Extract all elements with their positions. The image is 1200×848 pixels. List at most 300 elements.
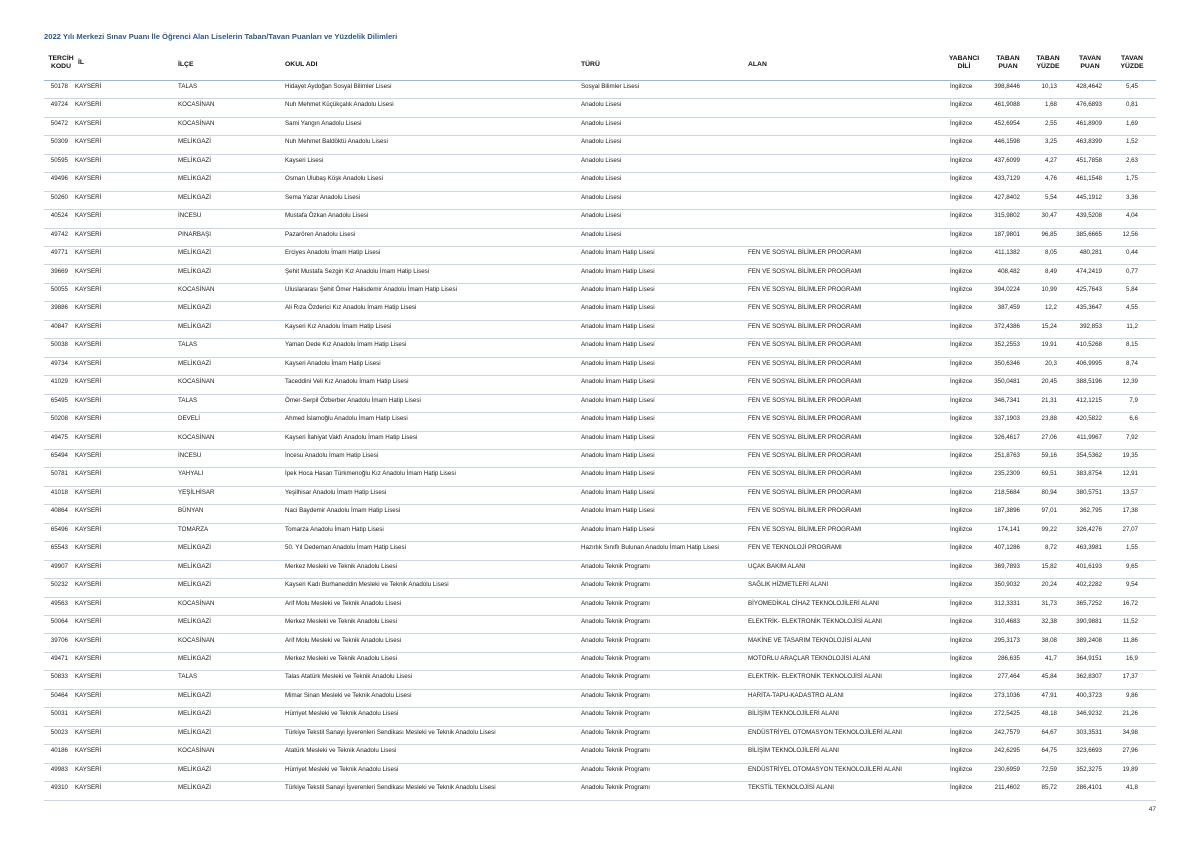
cell-yabanci-dili: İngilizce (950, 544, 973, 552)
cell-il: KAYSERİ (75, 378, 102, 386)
cell-taban-puan: 310,4683 (994, 618, 1020, 626)
cell-turu: Anadolu İmam Hatip Lisesi (581, 285, 655, 293)
cell-il: KAYSERİ (75, 138, 102, 146)
cell-ilce: YEŞİLHİSAR (178, 488, 215, 496)
cell-ilce: MELİKGAZİ (178, 765, 212, 773)
cell-turu: Anadolu Lisesi (581, 101, 622, 109)
cell-ilce: KOCASİNAN (178, 599, 215, 607)
cell-tavan-yuzde: 4,55 (1125, 304, 1138, 312)
cell-tavan-puan: 352,3275 (1076, 765, 1102, 773)
cell-tavan-puan: 401,6193 (1076, 562, 1102, 570)
cell-tercih-kodu: 49563 (50, 599, 68, 607)
cell-tercih-kodu: 50208 (50, 415, 68, 423)
cell-alan: MAKİNE VE TASARIM TEKNOLOJİSİ ALANI (748, 636, 872, 644)
cell-tavan-puan: 451,7858 (1076, 156, 1102, 164)
cell-taban-puan: 352,2553 (994, 341, 1020, 349)
cell-okul-adi: Sami Yangın Anadolu Lisesi (285, 119, 362, 127)
cell-il: KAYSERİ (75, 322, 102, 330)
cell-tercih-kodu: 49724 (50, 101, 68, 109)
cell-ilce: DEVELİ (178, 415, 201, 423)
cell-turu: Anadolu İmam Hatip Lisesi (581, 267, 655, 275)
cell-ilce: MELİKGAZİ (178, 691, 212, 699)
cell-turu: Anadolu Lisesi (581, 119, 622, 127)
cell-tercih-kodu: 39706 (50, 636, 68, 644)
cell-tavan-puan: 474,2419 (1076, 267, 1102, 275)
cell-taban-yuzde: 59,16 (1041, 452, 1057, 459)
cell-tercih-kodu: 50260 (50, 193, 68, 201)
table-row (0, 690, 1200, 708)
cell-il: KAYSERİ (75, 175, 102, 183)
cell-tercih-kodu: 41029 (50, 378, 68, 386)
cell-taban-yuzde: 10,13 (1041, 83, 1057, 90)
cell-okul-adi: Mustafa Özkan Anadolu Lisesi (285, 212, 369, 220)
cell-yabanci-dili: İngilizce (950, 452, 973, 459)
table-row (0, 432, 1200, 450)
cell-okul-adi: Talas Atatürk Mesleki ve Teknik Anadolu Lisesi (285, 673, 413, 681)
cell-il: KAYSERİ (75, 728, 102, 736)
cell-yabanci-dili: İngilizce (950, 784, 973, 792)
header-tavan-puan: TAVAN PUAN (1079, 55, 1101, 70)
cell-turu: Anadolu Lisesi (581, 193, 622, 201)
cell-yabanci-dili: İngilizce (950, 433, 973, 441)
cell-il: KAYSERİ (75, 285, 102, 293)
cell-ilce: MELİKGAZİ (178, 304, 212, 312)
cell-ilce: TALAS (178, 673, 198, 681)
cell-il: KAYSERİ (75, 83, 102, 90)
cell-tavan-yuzde: 7,92 (1125, 433, 1138, 441)
cell-tavan-puan: 400,3723 (1076, 691, 1102, 699)
cell-yabanci-dili: İngilizce (950, 691, 973, 699)
cell-yabanci-dili: İngilizce (950, 138, 973, 146)
cell-yabanci-dili: İngilizce (950, 747, 973, 755)
cell-turu: Anadolu İmam Hatip Lisesi (581, 415, 655, 423)
cell-turu: Anadolu İmam Hatip Lisesi (581, 470, 655, 478)
cell-il: KAYSERİ (75, 359, 102, 367)
table-row (0, 450, 1200, 468)
cell-yabanci-dili: İngilizce (950, 193, 973, 201)
cell-tavan-yuzde: 0,77 (1125, 267, 1138, 275)
cell-alan: FEN VE SOSYAL BİLİMLER PROGRAMI (748, 304, 862, 312)
cell-tavan-puan: 383,8754 (1076, 470, 1102, 478)
cell-ilce: MELİKGAZİ (178, 544, 212, 552)
cell-okul-adi: Türkiye Tekstil Sanayi İşverenleri Sendikası Mesleki ve Teknik Anadolu Lisesi (285, 784, 496, 792)
table-row (0, 339, 1200, 357)
table-row (0, 764, 1200, 782)
header-tercih-kodu: TERCİH KODU (48, 55, 74, 70)
cell-yabanci-dili: İngilizce (950, 304, 973, 312)
cell-tavan-yuzde: 9,86 (1125, 691, 1138, 699)
cell-taban-puan: 242,6295 (994, 747, 1020, 755)
cell-il: KAYSERİ (75, 654, 102, 662)
cell-turu: Anadolu İmam Hatip Lisesi (581, 525, 655, 533)
cell-ilce: TALAS (178, 396, 198, 404)
cell-alan: SAĞLIK HİZMETLERİ ALANI (748, 581, 829, 589)
cell-yabanci-dili: İngilizce (950, 618, 973, 626)
cell-yabanci-dili: İngilizce (950, 470, 973, 478)
cell-tercih-kodu: 49983 (50, 765, 68, 773)
cell-taban-yuzde: 41,7 (1044, 654, 1057, 662)
cell-okul-adi: Merkez Mesleki ve Teknik Anadolu Lisesi (285, 618, 397, 626)
cell-taban-yuzde: 21,31 (1041, 396, 1057, 404)
cell-ilce: KOCASİNAN (178, 119, 215, 127)
cell-okul-adi: Osman Ulubaş Köşk Anadolu Lisesi (285, 175, 384, 183)
cell-tavan-puan: 461,1548 (1076, 175, 1102, 183)
cell-taban-yuzde: 2,55 (1044, 119, 1057, 127)
cell-ilce: MELİKGAZİ (178, 138, 212, 146)
cell-tavan-puan: 362,8307 (1076, 673, 1102, 681)
cell-alan: ENDÜSTRİYEL OTOMASYON TEKNOLOJİLERİ ALANI (748, 728, 902, 736)
cell-tavan-yuzde: 2,63 (1125, 156, 1138, 164)
cell-tercih-kodu: 50031 (50, 710, 68, 718)
table-row (0, 598, 1200, 616)
cell-tercih-kodu: 50064 (50, 618, 68, 626)
cell-okul-adi: Merkez Mesleki ve Teknik Anadolu Lisesi (285, 654, 397, 662)
table-row (0, 99, 1200, 117)
cell-okul-adi: Arif Molu Mesleki ve Teknik Anadolu Lisesi (285, 599, 402, 607)
cell-yabanci-dili: İngilizce (950, 83, 973, 90)
cell-tavan-puan: 439,5208 (1076, 212, 1102, 220)
cell-yabanci-dili: İngilizce (950, 765, 973, 773)
cell-tercih-kodu: 50595 (50, 156, 68, 164)
header-alan: ALAN (748, 61, 767, 68)
cell-il: KAYSERİ (75, 415, 102, 423)
cell-turu: Anadolu İmam Hatip Lisesi (581, 378, 655, 386)
cell-turu: Anadolu Teknik Programı (581, 636, 651, 644)
cell-tercih-kodu: 65496 (50, 525, 68, 533)
cell-alan: ENDÜSTRİYEL OTOMASYON TEKNOLOJİLERİ ALANI (748, 765, 902, 773)
table-row (0, 81, 1200, 99)
cell-taban-puan: 235,2309 (994, 470, 1020, 478)
cell-tercih-kodu: 49310 (50, 784, 68, 792)
cell-tavan-puan: 303,3531 (1076, 728, 1102, 736)
cell-taban-puan: 350,9032 (994, 581, 1020, 589)
cell-tavan-puan: 354,5362 (1076, 452, 1102, 459)
cell-taban-yuzde: 4,27 (1044, 156, 1057, 164)
cell-turu: Anadolu İmam Hatip Lisesi (581, 304, 655, 312)
cell-il: KAYSERİ (75, 691, 102, 699)
cell-tercih-kodu: 49907 (50, 562, 68, 570)
table-row (0, 616, 1200, 634)
cell-turu: Anadolu Lisesi (581, 156, 622, 164)
cell-tercih-kodu: 50464 (50, 691, 68, 699)
cell-tavan-yuzde: 21,26 (1122, 710, 1138, 718)
cell-yabanci-dili: İngilizce (950, 378, 973, 386)
cell-taban-yuzde: 64,75 (1041, 747, 1057, 755)
cell-yabanci-dili: İngilizce (950, 728, 973, 736)
cell-taban-puan: 452,6954 (994, 119, 1020, 127)
cell-tercih-kodu: 50038 (50, 341, 68, 349)
cell-okul-adi: Tomarza Anadolu İmam Hatip Lisesi (285, 525, 384, 533)
cell-taban-puan: 407,1286 (994, 544, 1020, 552)
table-row (0, 782, 1200, 800)
cell-taban-yuzde: 8,49 (1044, 267, 1057, 275)
cell-alan: HARİTA-TAPU-KADASTRO ALANI (748, 691, 844, 699)
cell-taban-yuzde: 64,67 (1041, 728, 1057, 736)
cell-tavan-puan: 323,6693 (1076, 747, 1102, 755)
cell-okul-adi: Şehit Mustafa Sezgin Kız Anadolu İmam Hatip Lisesi (285, 267, 430, 275)
cell-tavan-yuzde: 11,52 (1122, 618, 1138, 626)
cell-tercih-kodu: 49496 (50, 175, 68, 183)
cell-taban-puan: 337,1903 (994, 415, 1020, 423)
cell-alan: ELEKTRİK- ELEKTRONİK TEKNOLOJİSİ ALANI (748, 673, 882, 681)
page-number: 47 (1148, 806, 1156, 813)
cell-okul-adi: Yeşilhisar Anadolu İmam Hatip Lisesi (285, 488, 387, 496)
cell-tercih-kodu: 65543 (50, 544, 68, 552)
cell-il: KAYSERİ (75, 249, 102, 257)
cell-okul-adi: Türkiye Tekstil Sanayi İşverenleri Sendikası Mesleki ve Teknik Anadolu Lisesi (285, 728, 496, 736)
cell-taban-yuzde: 15,24 (1041, 322, 1057, 330)
cell-alan: FEN VE SOSYAL BİLİMLER PROGRAMI (748, 322, 862, 330)
cell-tavan-puan: 406,9995 (1076, 359, 1102, 367)
cell-taban-puan: 315,9802 (994, 212, 1020, 220)
cell-tavan-yuzde: 1,55 (1125, 544, 1138, 552)
cell-tercih-kodu: 49471 (50, 654, 68, 662)
cell-turu: Anadolu Teknik Programı (581, 747, 651, 755)
cell-il: KAYSERİ (75, 101, 102, 109)
cell-tavan-yuzde: 0,81 (1125, 101, 1138, 109)
cell-tercih-kodu: 49475 (50, 433, 68, 441)
cell-alan: FEN VE SOSYAL BİLİMLER PROGRAMI (748, 249, 862, 257)
cell-turu: Anadolu İmam Hatip Lisesi (581, 452, 655, 459)
cell-taban-puan: 446,1598 (994, 138, 1020, 146)
cell-taban-puan: 211,4602 (994, 784, 1020, 792)
table-header (0, 55, 1200, 79)
cell-turu: Anadolu İmam Hatip Lisesi (581, 249, 655, 257)
cell-turu: Anadolu Teknik Programı (581, 562, 651, 570)
cell-tercih-kodu: 50472 (50, 119, 68, 127)
cell-tavan-puan: 286,4101 (1076, 784, 1102, 792)
cell-alan: TEKSTİL TEKNOLOJİSİ ALANI (748, 784, 834, 792)
cell-taban-puan: 277,464 (997, 673, 1020, 681)
cell-alan: FEN VE SOSYAL BİLİMLER PROGRAMI (748, 285, 862, 293)
table-row (0, 542, 1200, 560)
cell-ilce: MELİKGAZİ (178, 581, 212, 589)
cell-tercih-kodu: 50309 (50, 138, 68, 146)
cell-taban-yuzde: 72,59 (1041, 765, 1057, 773)
cell-il: KAYSERİ (75, 507, 102, 515)
cell-il: KAYSERİ (75, 341, 102, 349)
cell-ilce: YAHYALI (178, 470, 204, 478)
cell-tavan-puan: 385,6665 (1076, 230, 1102, 238)
cell-tavan-puan: 402,2282 (1076, 581, 1102, 589)
table-row (0, 635, 1200, 653)
cell-taban-yuzde: 47,91 (1041, 691, 1057, 699)
cell-tavan-puan: 410,5268 (1076, 341, 1102, 349)
cell-taban-yuzde: 38,08 (1041, 636, 1057, 644)
cell-taban-puan: 174,141 (997, 525, 1020, 533)
cell-yabanci-dili: İngilizce (950, 175, 973, 183)
cell-okul-adi: Naci Baydemir Anadolu İmam Hatip Lisesi (285, 507, 401, 515)
table-row (0, 266, 1200, 284)
cell-taban-yuzde: 1,68 (1044, 101, 1057, 109)
table-row (0, 487, 1200, 505)
cell-yabanci-dili: İngilizce (950, 562, 973, 570)
cell-tavan-puan: 411,9967 (1076, 433, 1102, 441)
cell-tavan-puan: 389,2408 (1076, 636, 1102, 644)
cell-turu: Anadolu İmam Hatip Lisesi (581, 433, 655, 441)
cell-okul-adi: Hürriyet Mesleki ve Teknik Anadolu Lisesi (285, 710, 399, 718)
cell-taban-yuzde: 85,72 (1041, 784, 1057, 792)
cell-turu: Anadolu İmam Hatip Lisesi (581, 341, 655, 349)
cell-tavan-puan: 428,4642 (1076, 83, 1102, 90)
cell-turu: Anadolu İmam Hatip Lisesi (581, 396, 655, 404)
cell-il: KAYSERİ (75, 618, 102, 626)
cell-turu: Anadolu Teknik Programı (581, 673, 651, 681)
cell-alan: FEN VE SOSYAL BİLİMLER PROGRAMI (748, 378, 862, 386)
cell-tavan-puan: 476,6893 (1076, 101, 1102, 109)
table-row (0, 173, 1200, 191)
cell-ilce: MELİKGAZİ (178, 267, 212, 275)
cell-alan: BİLİŞİM TEKNOLOJİLERİ ALANI (748, 710, 840, 718)
cell-okul-adi: Nuh Mehmet Baldöktü Anadolu Lisesi (285, 138, 388, 146)
cell-taban-yuzde: 31,73 (1041, 599, 1057, 607)
cell-alan: FEN VE SOSYAL BİLİMLER PROGRAMI (748, 507, 862, 515)
cell-alan: FEN VE TEKNOLOJİ PROGRAMI (748, 544, 842, 552)
cell-tercih-kodu: 39886 (50, 304, 68, 312)
cell-tavan-yuzde: 11,86 (1122, 636, 1138, 644)
row-divider (44, 800, 1156, 801)
cell-yabanci-dili: İngilizce (950, 101, 973, 109)
cell-yabanci-dili: İngilizce (950, 267, 973, 275)
cell-tercih-kodu: 65495 (50, 396, 68, 404)
cell-okul-adi: Kayseri Anadolu İmam Hatip Lisesi (285, 359, 381, 367)
table-row (0, 284, 1200, 302)
cell-tavan-yuzde: 5,45 (1125, 83, 1138, 90)
cell-taban-puan: 350,0481 (994, 378, 1020, 386)
table-row (0, 210, 1200, 228)
cell-il: KAYSERİ (75, 470, 102, 478)
header-okul-adi: OKUL ADI (285, 61, 318, 68)
cell-il: KAYSERİ (75, 747, 102, 755)
header-turu: TÜRÜ (581, 61, 600, 68)
cell-tavan-yuzde: 16,72 (1122, 599, 1138, 607)
cell-tavan-yuzde: 8,15 (1125, 341, 1138, 349)
cell-tavan-puan: 388,5196 (1076, 378, 1102, 386)
cell-taban-puan: 242,7579 (994, 728, 1020, 736)
cell-turu: Sosyal Bilimler Lisesi (581, 83, 640, 90)
cell-tavan-yuzde: 1,75 (1125, 175, 1138, 183)
cell-taban-yuzde: 99,22 (1041, 525, 1057, 533)
cell-turu: Anadolu Lisesi (581, 212, 622, 220)
cell-turu: Anadolu İmam Hatip Lisesi (581, 507, 655, 515)
table-row (0, 358, 1200, 376)
cell-yabanci-dili: İngilizce (950, 654, 973, 662)
cell-yabanci-dili: İngilizce (950, 673, 973, 681)
cell-il: KAYSERİ (75, 710, 102, 718)
cell-alan: FEN VE SOSYAL BİLİMLER PROGRAMI (748, 488, 862, 496)
cell-ilce: BÜNYAN (178, 507, 204, 515)
cell-taban-puan: 437,6099 (994, 156, 1020, 164)
cell-ilce: MELİKGAZİ (178, 175, 212, 183)
cell-yabanci-dili: İngilizce (950, 415, 973, 423)
cell-tavan-puan: 461,8909 (1076, 119, 1102, 127)
cell-taban-yuzde: 80,94 (1041, 488, 1057, 496)
cell-okul-adi: Uluslararası Şehit Ömer Halisdemir Anadolu İmam Hatip Lisesi (285, 285, 457, 293)
cell-ilce: MELİKGAZİ (178, 784, 212, 792)
cell-tavan-yuzde: 7,9 (1129, 396, 1138, 404)
cell-alan: FEN VE SOSYAL BİLİMLER PROGRAMI (748, 452, 862, 459)
cell-yabanci-dili: İngilizce (950, 488, 973, 496)
cell-yabanci-dili: İngilizce (950, 396, 973, 404)
cell-ilce: KOCASİNAN (178, 285, 215, 293)
cell-tavan-yuzde: 5,84 (1125, 285, 1138, 293)
cell-tavan-yuzde: 16,9 (1125, 654, 1138, 662)
cell-tavan-puan: 412,1215 (1076, 396, 1102, 404)
cell-taban-puan: 187,3896 (994, 507, 1020, 515)
cell-okul-adi: Kayseri Kadı Burhaneddin Mesleki ve Teknik Anadolu Lisesi (285, 581, 449, 589)
table-row (0, 727, 1200, 745)
cell-turu: Anadolu Teknik Programı (581, 599, 651, 607)
table-row (0, 708, 1200, 726)
cell-okul-adi: Ömer-Serpil Özberber Anadolu İmam Hatip Lisesi (285, 396, 421, 404)
cell-il: KAYSERİ (75, 452, 102, 459)
cell-turu: Anadolu İmam Hatip Lisesi (581, 359, 655, 367)
cell-ilce: MELİKGAZİ (178, 359, 212, 367)
cell-yabanci-dili: İngilizce (950, 599, 973, 607)
table-row (0, 745, 1200, 763)
cell-turu: Hazırlık Sınıflı Bulunan Anadolu İmam Hatip Lisesi (581, 544, 719, 552)
header-taban-yuzde: TABAN YÜZDE (1036, 55, 1060, 70)
cell-tavan-puan: 346,9232 (1076, 710, 1102, 718)
cell-tavan-puan: 463,3981 (1076, 544, 1102, 552)
cell-okul-adi: 50. Yıl Dedeman Anadolu İmam Hatip Lisesi (285, 544, 406, 552)
cell-turu: Anadolu İmam Hatip Lisesi (581, 322, 655, 330)
cell-tavan-puan: 365,7252 (1076, 599, 1102, 607)
cell-taban-yuzde: 10,99 (1041, 285, 1057, 293)
cell-tercih-kodu: 50781 (50, 470, 68, 478)
cell-taban-yuzde: 8,05 (1044, 249, 1057, 257)
cell-taban-puan: 350,6346 (994, 359, 1020, 367)
cell-ilce: MELİKGAZİ (178, 710, 212, 718)
cell-alan: FEN VE SOSYAL BİLİMLER PROGRAMI (748, 341, 862, 349)
cell-taban-puan: 427,8402 (994, 193, 1020, 201)
cell-il: KAYSERİ (75, 230, 102, 238)
cell-turu: Anadolu İmam Hatip Lisesi (581, 488, 655, 496)
cell-ilce: KOCASİNAN (178, 636, 215, 644)
cell-il: KAYSERİ (75, 581, 102, 589)
cell-ilce: TALAS (178, 83, 198, 90)
cell-tercih-kodu: 40186 (50, 747, 68, 755)
cell-taban-puan: 461,9088 (994, 101, 1020, 109)
cell-tavan-puan: 392,853 (1079, 322, 1102, 330)
cell-alan: FEN VE SOSYAL BİLİMLER PROGRAMI (748, 396, 862, 404)
cell-alan: UÇAK BAKIM ALANI (748, 562, 806, 570)
cell-taban-puan: 312,3331 (994, 599, 1020, 607)
cell-il: KAYSERİ (75, 267, 102, 275)
cell-turu: Anadolu Lisesi (581, 175, 622, 183)
cell-tavan-yuzde: 27,07 (1122, 525, 1138, 533)
cell-il: KAYSERİ (75, 525, 102, 533)
cell-tavan-yuzde: 9,54 (1125, 581, 1138, 589)
table-row (0, 136, 1200, 154)
cell-tercih-kodu: 50232 (50, 581, 68, 589)
cell-yabanci-dili: İngilizce (950, 581, 973, 589)
table-row (0, 579, 1200, 597)
cell-yabanci-dili: İngilizce (950, 636, 973, 644)
cell-taban-puan: 326,4617 (994, 433, 1020, 441)
cell-yabanci-dili: İngilizce (950, 322, 973, 330)
cell-yabanci-dili: İngilizce (950, 525, 973, 533)
cell-okul-adi: Pazarören Anadolu Lisesi (285, 230, 356, 238)
cell-yabanci-dili: İngilizce (950, 249, 973, 257)
cell-turu: Anadolu Teknik Programı (581, 728, 651, 736)
cell-ilce: TOMARZA (178, 525, 209, 533)
cell-alan: FEN VE SOSYAL BİLİMLER PROGRAMI (748, 415, 862, 423)
cell-tercih-kodu: 41018 (50, 488, 68, 496)
table-row (0, 653, 1200, 671)
header-yabanci-dili: YABANCI DİLİ (948, 55, 980, 70)
cell-tercih-kodu: 50178 (50, 83, 68, 90)
